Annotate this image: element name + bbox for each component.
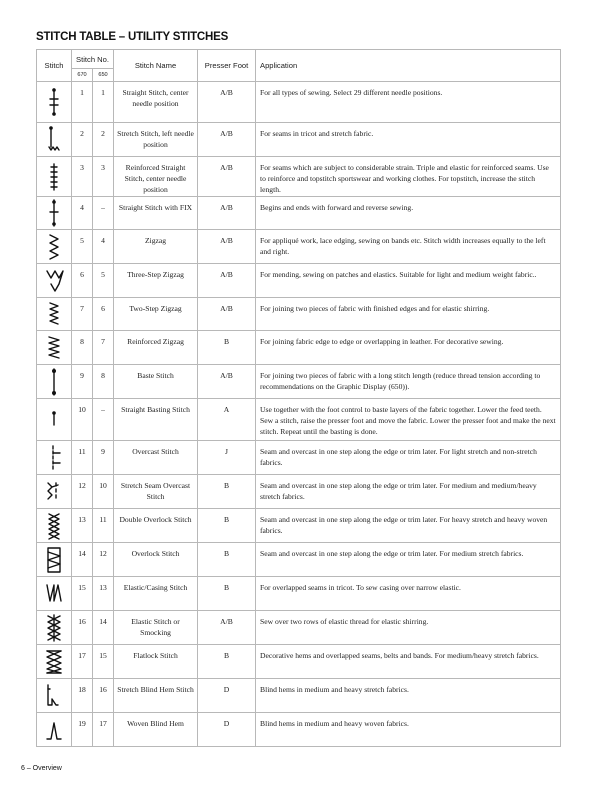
table-row	[37, 331, 561, 365]
flatlock-stitch-icon	[44, 647, 64, 677]
presser-foot: A/B	[198, 230, 256, 264]
stitch-no-670: 10	[72, 399, 93, 441]
stitch-name: Reinforced Zigzag	[114, 331, 198, 365]
presser-foot: B	[198, 475, 256, 509]
stitch-no-650: 3	[93, 157, 114, 197]
application: Sew over two rows of elastic thread for elastic shirring.	[256, 611, 561, 645]
presser-foot: J	[198, 441, 256, 475]
application: For joining two pieces of fabric with finished edges and for elastic shirring.	[256, 298, 561, 331]
stitch-cell	[37, 475, 72, 509]
stitch-no-650: 14	[93, 611, 114, 645]
header-application: Application	[256, 50, 561, 82]
application: Blind hems in medium and heavy stretch fabrics.	[256, 679, 561, 713]
table-row	[37, 230, 561, 264]
table-row	[37, 264, 561, 298]
stitch-name: Two-Step Zigzag	[114, 298, 198, 331]
stitch-name: Woven Blind Hem	[114, 713, 198, 747]
stitch-name: Baste Stitch	[114, 365, 198, 399]
table-row	[37, 82, 561, 123]
stitch-cell	[37, 264, 72, 298]
table-row	[37, 157, 561, 197]
table-row	[37, 441, 561, 475]
stitch-cell	[37, 331, 72, 365]
stitch-no-670: 2	[72, 123, 93, 157]
stitch-name: Reinforced Straight Stitch, center needle position	[114, 157, 198, 197]
stitch-cell	[37, 399, 72, 441]
application: For joining two pieces of fabric with a long stitch length (reduce thread tension according to recommendations on the Graphic Display (650)).	[256, 365, 561, 399]
overlock-stitch-icon	[44, 545, 64, 575]
stitch-no-670: 1	[72, 82, 93, 123]
presser-foot: A	[198, 399, 256, 441]
presser-foot: A/B	[198, 157, 256, 197]
header-stitch: Stitch	[37, 50, 72, 82]
woven-blind-hem-icon	[44, 715, 64, 745]
stitch-no-650: 17	[93, 713, 114, 747]
stitch-cell	[37, 157, 72, 197]
straight-basting-stitch-icon	[44, 405, 64, 435]
stitch-table-body	[37, 82, 561, 747]
stitch-no-670: 18	[72, 679, 93, 713]
stitch-no-670: 11	[72, 441, 93, 475]
stitch-table	[36, 49, 561, 747]
stitch-no-670: 7	[72, 298, 93, 331]
stitch-no-650: 12	[93, 543, 114, 577]
stitch-name: Stretch Blind Hem Stitch	[114, 679, 198, 713]
reinforced-straight-stitch-icon	[44, 162, 64, 192]
reinforced-zigzag-icon	[44, 333, 64, 363]
presser-foot: A/B	[198, 123, 256, 157]
application: Begins and ends with forward and reverse sewing.	[256, 197, 561, 230]
double-overlock-icon	[44, 511, 64, 541]
presser-foot: B	[198, 577, 256, 611]
application: Seam and overcast in one step along the edge or trim later. For medium stretch fabrics.	[256, 543, 561, 577]
stitch-cell	[37, 298, 72, 331]
stitch-no-650: 7	[93, 331, 114, 365]
application: For appliqué work, lace edging, sewing on bands etc. Stitch width increases equally to the left and right.	[256, 230, 561, 264]
presser-foot: D	[198, 713, 256, 747]
stitch-no-650: 8	[93, 365, 114, 399]
stitch-name: Elastic/Casing Stitch	[114, 577, 198, 611]
header-presser-foot: Presser Foot	[198, 50, 256, 82]
stitch-name: Overlock Stitch	[114, 543, 198, 577]
stitch-no-670: 8	[72, 331, 93, 365]
application: Seam and overcast in one step along the edge or trim later. For medium and medium/heavy stretch fabrics.	[256, 475, 561, 509]
application: For overlapped seams in tricot. To sew casing over narrow elastic.	[256, 577, 561, 611]
application: For seams in tricot and stretch fabric.	[256, 123, 561, 157]
stitch-cell	[37, 365, 72, 399]
baste-stitch-icon	[44, 367, 64, 397]
application: For all types of sewing. Select 29 different needle positions.	[256, 82, 561, 123]
presser-foot: A/B	[198, 298, 256, 331]
presser-foot: B	[198, 543, 256, 577]
elastic-casing-icon	[44, 579, 64, 609]
stitch-cell	[37, 441, 72, 475]
stitch-no-670: 9	[72, 365, 93, 399]
stitch-name: Straight Stitch with FIX	[114, 197, 198, 230]
presser-foot: B	[198, 509, 256, 543]
stitch-cell	[37, 679, 72, 713]
presser-foot: D	[198, 679, 256, 713]
stitch-no-650: 11	[93, 509, 114, 543]
presser-foot: B	[198, 645, 256, 679]
stitch-name: Straight Basting Stitch	[114, 399, 198, 441]
stitch-no-670: 4	[72, 197, 93, 230]
stitch-no-650: 4	[93, 230, 114, 264]
stitch-name: Zigzag	[114, 230, 198, 264]
presser-foot: A/B	[198, 611, 256, 645]
stitch-no-650: 1	[93, 82, 114, 123]
stitch-no-670: 16	[72, 611, 93, 645]
stitch-cell	[37, 577, 72, 611]
application: Use together with the foot control to baste layers of the fabric together. Lower the feed teeth. Sew a stitch, raise the presser foot and move the fabric. Lower the presser foot and make the next stitch. Repeat until the basting is done.	[256, 399, 561, 441]
table-row	[37, 543, 561, 577]
table-row	[37, 713, 561, 747]
straight-stitch-icon	[44, 87, 64, 117]
stitch-cell	[37, 230, 72, 264]
stitch-cell	[37, 123, 72, 157]
stitch-no-670: 17	[72, 645, 93, 679]
stitch-name: Straight Stitch, center needle position	[114, 82, 198, 123]
table-row	[37, 611, 561, 645]
stretch-stitch-icon	[44, 125, 64, 155]
three-step-zigzag-icon	[44, 266, 64, 296]
application: Seam and overcast in one step along the edge or trim later. For light stretch and non-stretch fabrics.	[256, 441, 561, 475]
stitch-name: Stretch Seam Overcast Stitch	[114, 475, 198, 509]
stitch-cell	[37, 713, 72, 747]
stitch-name: Three-Step Zigzag	[114, 264, 198, 298]
stitch-no-650: 5	[93, 264, 114, 298]
stitch-no-650: –	[93, 399, 114, 441]
stretch-seam-overcast-icon	[44, 477, 64, 507]
header-650: 650	[93, 69, 114, 82]
stitch-no-670: 6	[72, 264, 93, 298]
table-row	[37, 509, 561, 543]
stitch-no-650: 10	[93, 475, 114, 509]
stitch-no-670: 19	[72, 713, 93, 747]
presser-foot: A/B	[198, 82, 256, 123]
header-670: 670	[72, 69, 93, 82]
application: Seam and overcast in one step along the edge or trim later. For heavy stretch and heavy woven fabrics.	[256, 509, 561, 543]
stitch-name: Double Overlock Stitch	[114, 509, 198, 543]
stitch-no-670: 12	[72, 475, 93, 509]
stitch-no-650: 2	[93, 123, 114, 157]
stitch-no-650: –	[93, 197, 114, 230]
stitch-name: Flatlock Stitch	[114, 645, 198, 679]
stitch-no-650: 15	[93, 645, 114, 679]
page-footer: 6 – Overview	[21, 765, 62, 772]
table-row	[37, 365, 561, 399]
stitch-cell	[37, 645, 72, 679]
overcast-stitch-icon	[44, 443, 64, 473]
zigzag-icon	[44, 232, 64, 262]
two-step-zigzag-icon	[44, 299, 64, 329]
stitch-name: Stretch Stitch, left needle position	[114, 123, 198, 157]
stitch-no-670: 13	[72, 509, 93, 543]
stitch-name: Overcast Stitch	[114, 441, 198, 475]
stitch-no-670: 5	[72, 230, 93, 264]
application: Blind hems in medium and heavy woven fabrics.	[256, 713, 561, 747]
application: Decorative hems and overlapped seams, belts and bands. For medium/heavy stretch fabrics.	[256, 645, 561, 679]
stitch-no-650: 16	[93, 679, 114, 713]
presser-foot: A/B	[198, 365, 256, 399]
stitch-cell	[37, 509, 72, 543]
application: For joining fabric edge to edge or overlapping in leather. For decorative sewing.	[256, 331, 561, 365]
stitch-no-670: 15	[72, 577, 93, 611]
header-stitch-no: Stitch No.	[72, 50, 114, 69]
straight-stitch-fix-icon	[44, 198, 64, 228]
presser-foot: A/B	[198, 264, 256, 298]
stitch-cell	[37, 82, 72, 123]
stitch-cell	[37, 197, 72, 230]
table-row	[37, 577, 561, 611]
application: For seams which are subject to considerable strain. Triple and elastic for reinforced seams. Use to reinforce and topstitch sportswear and working clothes. For topstitch, increase the stitch length.	[256, 157, 561, 197]
stitch-no-650: 9	[93, 441, 114, 475]
table-row	[37, 123, 561, 157]
elastic-smocking-icon	[44, 613, 64, 643]
stretch-blind-hem-icon	[44, 681, 64, 711]
header-stitch-name: Stitch Name	[114, 50, 198, 82]
table-row	[37, 298, 561, 331]
stitch-cell	[37, 543, 72, 577]
stitch-no-670: 14	[72, 543, 93, 577]
table-row	[37, 197, 561, 230]
presser-foot: A/B	[198, 197, 256, 230]
stitch-no-650: 13	[93, 577, 114, 611]
stitch-cell	[37, 611, 72, 645]
page-title: STITCH TABLE – UTILITY STITCHES	[36, 31, 229, 43]
table-row	[37, 399, 561, 441]
application: For mending, sewing on patches and elastics. Suitable for light and medium weight fabric..	[256, 264, 561, 298]
stitch-name: Elastic Stitch or Smocking	[114, 611, 198, 645]
presser-foot: B	[198, 331, 256, 365]
table-row	[37, 475, 561, 509]
stitch-no-670: 3	[72, 157, 93, 197]
table-row	[37, 645, 561, 679]
table-row	[37, 679, 561, 713]
stitch-no-650: 6	[93, 298, 114, 331]
